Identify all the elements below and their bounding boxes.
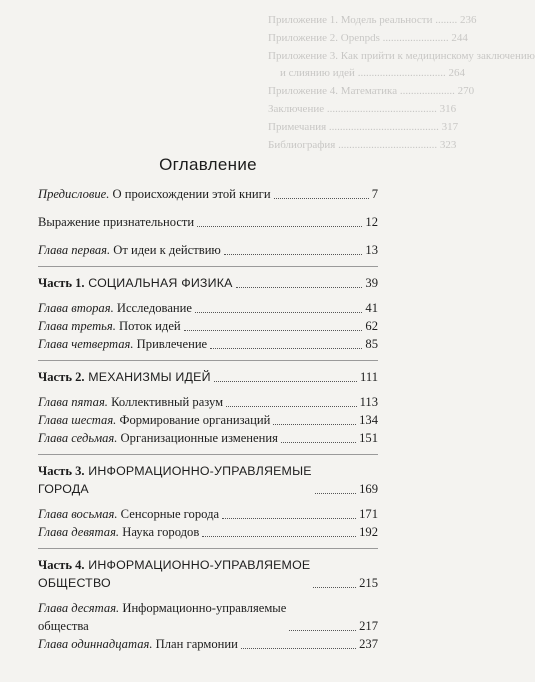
toc-entry-chapter-3 <box>38 317 378 335</box>
toc-entry-chapter-7 <box>38 429 378 447</box>
ghost-line: Приложение 3. Как прийти к медицинскому заключению <box>268 50 535 62</box>
ghost-line: Примечания ........................................ 317 <box>268 121 459 133</box>
leader-dots <box>226 406 356 407</box>
part-page: 169 <box>359 482 378 496</box>
part-label: Часть 4. <box>38 558 85 572</box>
leader-dots <box>313 587 356 588</box>
toc-entry-preface <box>38 185 378 203</box>
entry-title-line2: общества <box>38 619 89 633</box>
entry-label: Глава одиннадцатая. <box>38 637 153 651</box>
entry-label: Глава восьмая. <box>38 507 118 521</box>
part-label: Часть 2. <box>38 370 85 384</box>
entry-page: 7 <box>371 187 378 201</box>
toc-entry-chapter-10 <box>38 599 378 635</box>
entry-page: 12 <box>365 215 378 229</box>
toc-entry-chapter-4 <box>38 335 378 353</box>
toc-entry-chapter-8 <box>38 505 378 523</box>
toc-entry-chapter-1 <box>38 241 378 259</box>
toc-entry-chapter-6 <box>38 411 378 429</box>
part-title: ИНФОРМАЦИОННО-УПРАВЛЯЕМОЕ <box>84 558 311 572</box>
toc-part-4 <box>38 556 378 592</box>
entry-label: Глава первая. <box>38 243 111 257</box>
bleed-through-text <box>0 0 535 160</box>
leader-dots <box>222 518 356 519</box>
leader-dots <box>236 287 363 288</box>
leader-dots <box>315 493 356 494</box>
entry-page: 134 <box>359 413 378 427</box>
toc-part-1 <box>38 274 378 292</box>
entry-title: Исследование <box>113 301 192 315</box>
ghost-line: Приложение 2. Openpds ........................ 244 <box>268 32 468 44</box>
part-page: 111 <box>360 370 378 384</box>
entry-title: Сенсорные города <box>117 507 220 521</box>
entry-title: Формирование организаций <box>116 413 271 427</box>
part-title: МЕХАНИЗМЫ ИДЕЙ <box>84 370 211 384</box>
entry-title: Наука городов <box>119 525 200 539</box>
entry-page: 237 <box>359 637 378 651</box>
entry-label: Глава пятая. <box>38 395 108 409</box>
table-of-contents <box>38 153 378 653</box>
leader-dots <box>273 424 356 425</box>
entry-label: Глава девятая. <box>38 525 120 539</box>
leader-dots <box>197 226 362 227</box>
leader-dots <box>195 312 362 313</box>
entry-page: 85 <box>365 337 378 351</box>
entry-label: Глава четвертая. <box>38 337 134 351</box>
leader-dots <box>224 254 363 255</box>
entry-label: Глава третья. <box>38 319 116 333</box>
toc-entry-chapter-11 <box>38 635 378 653</box>
entry-title: Организационные изменения <box>117 431 278 445</box>
entry-page: 62 <box>365 319 378 333</box>
part-label: Часть 1. <box>38 276 85 290</box>
entry-page: 113 <box>359 395 378 409</box>
part-title: СОЦИАЛЬНАЯ ФИЗИКА <box>84 276 233 290</box>
toc-entry-chapter-9 <box>38 523 378 541</box>
leader-dots <box>214 381 357 382</box>
leader-dots <box>274 198 369 199</box>
part-page: 39 <box>365 276 378 290</box>
toc-title: Оглавление <box>159 155 257 174</box>
entry-label: Глава десятая. <box>38 601 120 615</box>
leader-dots <box>210 348 362 349</box>
leader-dots <box>289 630 356 631</box>
toc-entry-chapter-2 <box>38 299 378 317</box>
toc-part-3 <box>38 462 378 498</box>
entry-title: План гармонии <box>152 637 238 651</box>
leader-dots <box>202 536 356 537</box>
part-title-line2: ГОРОДА <box>38 482 89 496</box>
toc-part-2 <box>38 368 378 386</box>
ghost-line: Приложение 1. Модель реальности ........ 236 <box>268 14 477 26</box>
ghost-line: Библиография .................................... 323 <box>268 139 457 151</box>
part-label: Часть 3. <box>38 464 85 478</box>
ghost-line: Приложение 4. Математика .................... 270 <box>268 85 475 97</box>
entry-page: 217 <box>359 619 378 633</box>
entry-title: Коллективный разум <box>107 395 224 409</box>
ghost-line: Заключение ........................................ 316 <box>268 103 457 115</box>
entry-page: 192 <box>359 525 378 539</box>
ghost-line: и слиянию идей ................................ 264 <box>280 67 465 79</box>
entry-page: 41 <box>365 301 378 315</box>
entry-title: Поток идей <box>115 319 181 333</box>
entry-label: Глава седьмая. <box>38 431 118 445</box>
leader-dots <box>241 648 356 649</box>
entry-label: Глава вторая. <box>38 301 114 315</box>
entry-title: Выражение признательности <box>38 215 195 229</box>
entry-label: Предисловие. <box>38 187 110 201</box>
leader-dots <box>184 330 363 331</box>
toc-entry-chapter-5 <box>38 393 378 411</box>
entry-page: 171 <box>359 507 378 521</box>
entry-title: От идеи к действию <box>110 243 221 257</box>
part-title-line2: ОБЩЕСТВО <box>38 576 111 590</box>
entry-title: О происхождении этой книги <box>109 187 271 201</box>
entry-page: 151 <box>359 431 378 445</box>
leader-dots <box>281 442 356 443</box>
part-title: ИНФОРМАЦИОННО-УПРАВЛЯЕМЫЕ <box>84 464 312 478</box>
entry-title: Привлечение <box>133 337 208 351</box>
toc-entry-acknowledgements <box>38 213 378 231</box>
part-page: 215 <box>359 576 378 590</box>
entry-page: 13 <box>365 243 378 257</box>
entry-label: Глава шестая. <box>38 413 117 427</box>
entry-title: Информационно-управляемые <box>119 601 287 615</box>
